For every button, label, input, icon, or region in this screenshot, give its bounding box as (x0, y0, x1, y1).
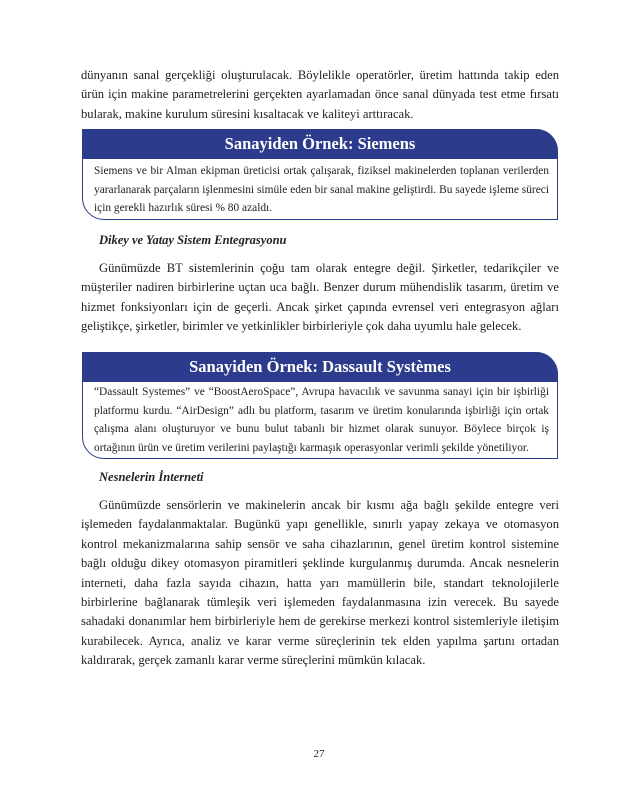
section-heading-iot: Nesnelerin İnterneti (99, 470, 204, 484)
example-box-title: Sanayiden Örnek: Siemens (82, 129, 558, 159)
section-heading-integration: Dikey ve Yatay Sistem Entegrasyonu (99, 233, 287, 247)
example-box-siemens (82, 129, 558, 220)
example-box-dassault (82, 352, 558, 459)
example-box-text: “Dassault Systemes” ve “BoostAeroSpace”, Avrupa havacılık ve savunma sanayi için bir işbirliği platformu kurdu. “AirDesign” adlı bu platform, tasarım ve üretim konularında işbirliği için ortak çalışma alanı oluşturuyor ve bunu bulut tabanlı bir hizmet olarak sunuyor. Böylece birçok iş ortağının ürün ve üretim verilerini paylaştığı karmaşık operasyonlar verimli şekilde yönetiliyor. (94, 386, 549, 454)
iot-paragraph: Günümüzde sensörlerin ve makinelerin ancak bir kısmı ağa bağlı şekilde entegre veri işlemeden faydalanmaktalar. Bugünkü yapı genellikle, sınırlı yapay zekaya ve otomasyon kontrol mekanizmalarına sahip sensör ve saha cihazlarının, genel üretim kontrol sistemine bağlı olduğu dikey otomasyon piramitleri şeklinde kurgulanmış durumda. Ancak nesnelerin interneti, daha fazla sayıda cihazın, hatta yarı mamüllerin bile, standart teknolojilerle birbirlerine bağlanarak tümleşik veri işlemeden faydalanmasına izin verecek. Bu sayede sahadaki donanımlar hem birbirleriyle hem de gerekirse merkezi kontrol sistemleriyle iletişim kurabilecek. Ayrıca, analiz ve karar verme süreçlerinin tek elden yapılma şartını ortadan kaldırarak, gerçek zamanlı karar verme süreçlerini mümkün kılacak. (81, 498, 559, 668)
intro-paragraph: dünyanın sanal gerçekliği oluşturulacak. Böylelikle operatörler, üretim hattında takip eden ürün için makine parametrelerini gerçekten ayarlamadan önce sanal dünyada test etme fırsatı bularak, makine kurulum süresini kısaltacak ve kaliteyi arttıracak. (81, 68, 559, 121)
page-number: 27 (313, 748, 325, 760)
example-box-title: Sanayiden Örnek: Dassault Systèmes (82, 352, 558, 382)
integration-paragraph: Günümüzde BT sistemlerinin çoğu tam olarak entegre değil. Şirketler, tedarikçiler ve müşteriler nadiren birbirlerine uçtan uca bağlı. Benzer durum mühendislik tasarım, üretim ve hizmet fonksiyonları için de geçerli. Ancak şirket çapında evrensel veri entegrasyon ağları geliştikçe, şirketler, birimler ve yetkinlikler birbirleriyle çok daha uyumlu hale gelecek. (81, 261, 559, 334)
example-box-text: Siemens ve bir Alman ekipman üreticisi ortak çalışarak, fiziksel makinelerden toplanan verilerden yararlanarak parçaların işlenmesini simüle eden bir sanal makine geliştirdi. Bu sayede işleme süreci için gerekli hazırlık süresi % 80 azaldı. (94, 165, 549, 215)
